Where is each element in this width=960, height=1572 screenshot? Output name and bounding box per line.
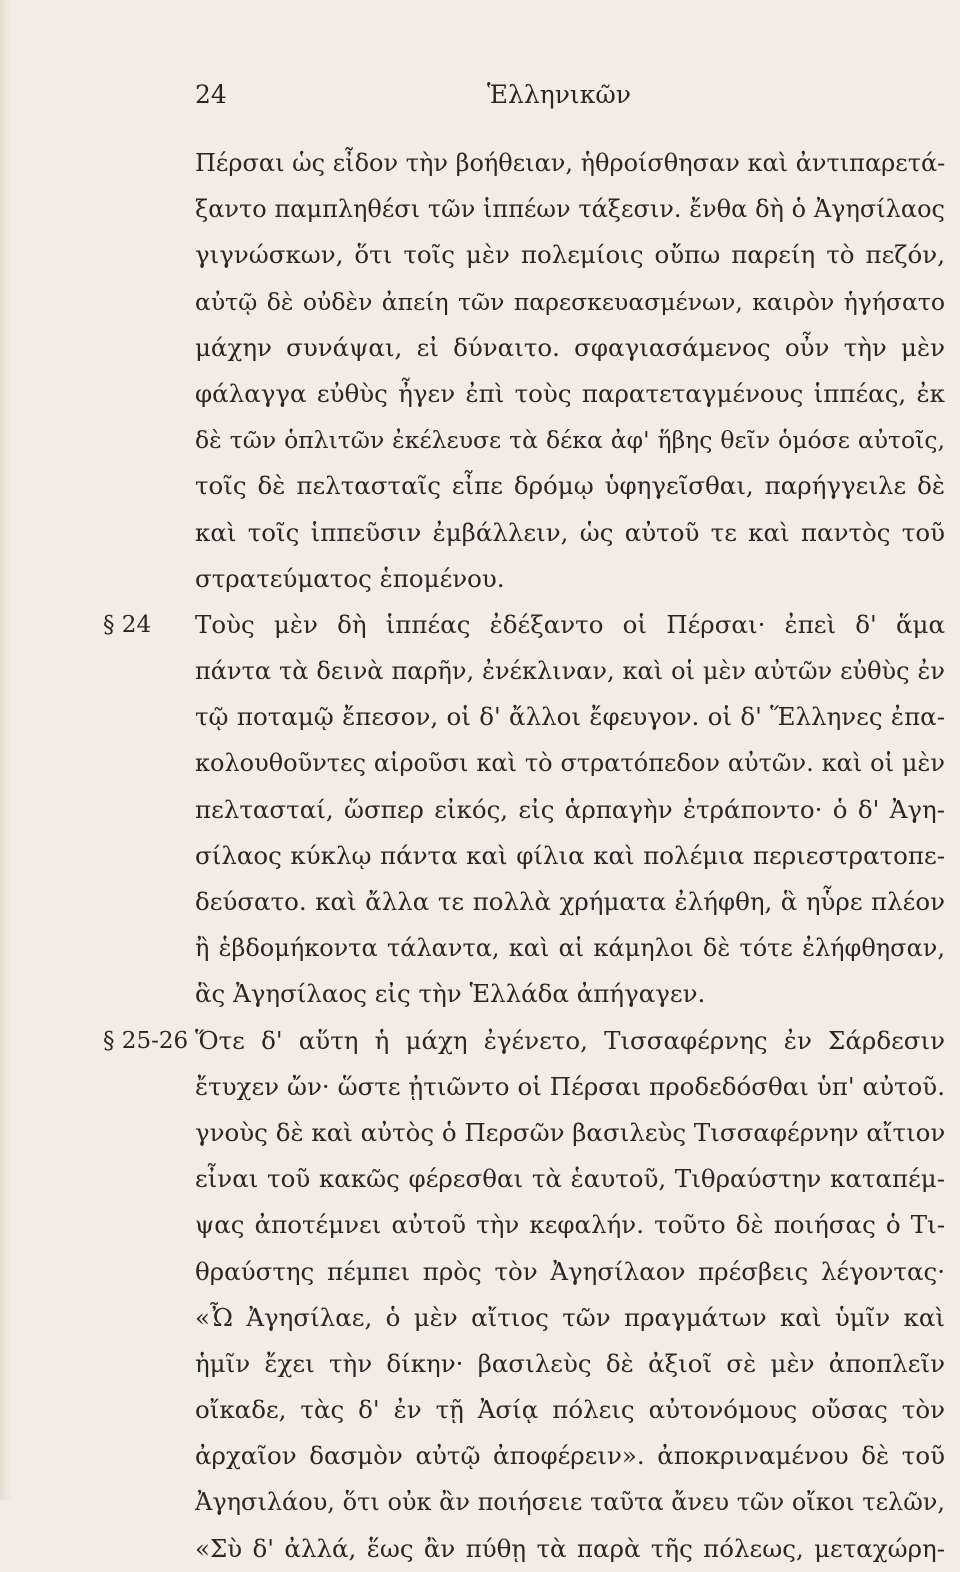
text-line: Τοὺς μὲν δὴ ἱππέας ἐδέξαντο οἱ Πέρσαι· ἐπεὶ δ' ἅμα	[195, 609, 945, 639]
text-line: ἀρχαῖον δασμὸν αὐτῷ ἀποφέρειν». ἀποκριναμένου δὲ τοῦ	[195, 1441, 945, 1471]
text-line: οἴκαδε, τὰς δ' ἐν τῇ Ἀσίᾳ πόλεις αὐτονόμους οὔσας τὸν	[195, 1395, 945, 1425]
text-line: γνοὺς δὲ καὶ αὐτὸς ὁ Περσῶν βασιλεὺς Τισσαφέρνην αἴτιον	[195, 1117, 946, 1147]
text-line: πάντα τὰ δεινὰ παρῆν, ἐνέκλιναν, καὶ οἱ μὲν αὐτῶν εὐθὺς ἐν	[195, 657, 945, 686]
section-marker: § 24	[103, 611, 152, 638]
text-line: καὶ τοῖς ἱππεῦσιν ἐμβάλλειν, ὡς αὐτοῦ τε καὶ παντὸς τοῦ	[195, 517, 945, 547]
body-text	[103, 140, 946, 1572]
text-line: ξαντο παμπληθέσι τῶν ἱππέων τάξεσιν. ἔνθα δὴ ὁ Ἀγησίλαος	[195, 195, 945, 224]
text-line: δεύσατο. καὶ ἄλλα τε πολλὰ χρήματα ἐλήφθη, ἃ ηὗρε πλέον	[195, 887, 945, 916]
text-line: αὐτῷ δὲ οὐδὲν ἀπείη τῶν παρεσκευασμένων, καιρὸν ἡγήσατο	[195, 287, 945, 316]
text-line: γιγνώσκων, ὅτι τοῖς μὲν πολεμίοις οὔπω παρείη τὸ πεζόν,	[195, 240, 945, 270]
text-line: «Ὦ Ἀγησίλαε, ὁ μὲν αἴτιος τῶν πραγμάτων καὶ ὑμῖν καὶ	[195, 1302, 945, 1332]
page-number: 24	[195, 80, 227, 109]
page-edge	[0, 0, 12, 1500]
text-line: ἃς Ἀγησίλαος εἰς τὴν Ἑλλάδα ἀπήγαγεν.	[195, 979, 706, 1009]
text-line: φάλαγγα εὐθὺς ἦγεν ἐπὶ τοὺς παρατεταγμένους ἱππέας, ἐκ	[195, 378, 945, 408]
text-line: Ἀγησιλάου, ὅτι οὐκ ἂν ποιήσειε ταῦτα ἄνευ τῶν οἴκοι τελῶν,	[195, 1488, 945, 1517]
running-title: Ἑλληνικῶν	[487, 80, 631, 109]
text-line: σίλαος κύκλῳ πάντα καὶ φίλια καὶ πολέμια περιεστρατοπε-	[195, 840, 945, 870]
page-header	[195, 80, 945, 116]
text-line: τῷ ποταμῷ ἔπεσον, οἱ δ' ἄλλοι ἔφευγον. οἱ δ' Ἕλληνες ἐπα-	[195, 702, 945, 732]
text-line: πελτασταί, ὥσπερ εἰκός, εἰς ἁρπαγὴν ἐτράποντο· ὁ δ' Ἀγη-	[195, 794, 945, 824]
section-line	[103, 602, 945, 648]
text-line: Πέρσαι ὡς εἶδον τὴν βοήθειαν, ἡθροίσθησαν καὶ ἀντιπαρετά-	[195, 149, 946, 177]
section-line	[103, 1018, 945, 1064]
text-line: ἔτυχεν ὤν· ὥστε ᾐτιῶντο οἱ Πέρσαι προδεδόσθαι ὑπ' αὐτοῦ.	[195, 1071, 945, 1101]
text-line: Ὅτε δ' αὕτη ἡ μάχη ἐγένετο, Τισσαφέρνης ἐν Σάρδεσιν	[195, 1025, 945, 1055]
text-line: εἶναι τοῦ κακῶς φέρεσθαι τὰ ἑαυτοῦ, Τιθραύστην καταπέμ-	[195, 1164, 945, 1194]
text-line: κολουθοῦντες αἱροῦσι καὶ τὸ στρατόπεδον αὐτῶν. καὶ οἱ μὲν	[195, 749, 945, 778]
text-line: ψας ἀποτέμνει αὐτοῦ τὴν κεφαλήν. τοῦτο δὲ ποιήσας ὁ Τι-	[195, 1210, 945, 1240]
text-line: «Σὺ δ' ἀλλά, ἕως ἂν πύθῃ τὰ παρὰ τῆς πόλεως, μεταχώρη-	[195, 1533, 945, 1563]
text-line: ἡμῖν ἔχει τὴν δίκην· βασιλεὺς δὲ ἀξιοῖ σὲ μὲν ἀποπλεῖν	[195, 1348, 945, 1378]
text-line: θραύστης πέμπει πρὸς τὸν Ἀγησίλαον πρέσβεις λέγοντας·	[195, 1256, 945, 1286]
text-line: στρατεύματος ἑπομένου.	[195, 563, 505, 593]
text-line: τοῖς δὲ πελτασταῖς εἶπε δρόμῳ ὑφηγεῖσθαι, παρήγγειλε δὲ	[195, 471, 945, 501]
text-line: μάχην συνάψαι, εἰ δύναιτο. σφαγιασάμενος οὖν τὴν μὲν	[195, 332, 945, 362]
section-marker: § 25-26	[103, 1027, 189, 1054]
text-line: δὲ τῶν ὁπλιτῶν ἐκέλευσε τὰ δέκα ἀφ' ἥβης θεῖν ὁμόσε αὐτοῖς,	[195, 426, 945, 455]
text-line: ἢ ἑβδομήκοντα τάλαντα, καὶ αἱ κάμηλοι δὲ τότε ἐλήφθησαν,	[195, 934, 945, 963]
